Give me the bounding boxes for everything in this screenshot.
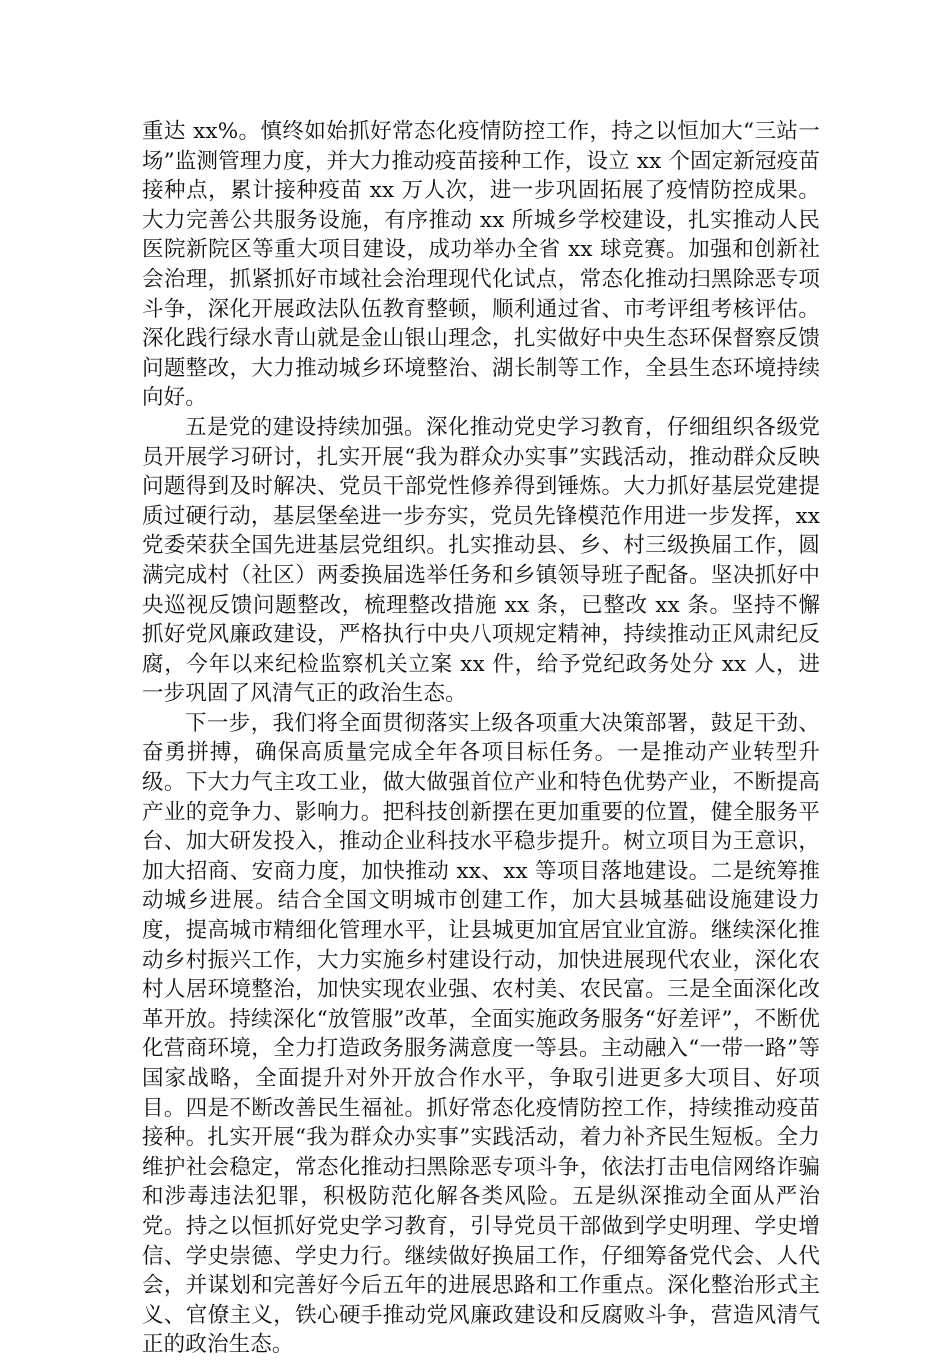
- paragraph-next-steps: 下一步，我们将全面贯彻落实上级各项重大决策部署，鼓足干劲、奋勇拼搏，确保高质量完成全年各项目标任务。一是推动产业转型升级。下大力气主攻工业，做大做强首位产业和特色优势产业，不断提高产业的竞争力、影响力。把科技创新摆在更加重要的位置，健全服务平台、加大研发投入，推动企业科技水平稳步提升。树立项目为王意识，加大招商、安商力度，加快推动 xx、xx 等项目落地建设。二是统筹推动城乡进展。结合全国文明城市创建工作，加大县城基础设施建设力度，提高城市精细化管理水平，让县城更加宜居宜业宜游。继续深化推动乡村振兴工作，大力实施乡村建设行动，加快进展现代农业，深化农村人居环境整治，加快实现农业强、农村美、农民富。三是全面深化改革开放。持续深化“放管服”改革，全面实施政务服务“好差评”，不断优化营商环境，全力打造政务服务满意度一等县。主动融入“一带一路”等国家战略，全面提升对外开放合作水平，争取引进更多大项目、好项目。四是不断改善民生福祉。抓好常态化疫情防控工作，持续推动疫苗接种。扎实开展“我为群众办实事”实践活动，着力补齐民生短板。全力维护社会稳定，常态化推动扫黑除恶专项斗争，依法打击电信网络诈骗和涉毒违法犯罪，积极防范化解各类风险。五是纵深推动全面从严治党。持之以恒抓好党史学习教育，引导党员干部做到学史明理、学史增信、学史崇德、学史力行。继续做好换届工作，仔细筹备党代会、人代会，并谋划和完善好今后五年的进展思路和工作重点。深化整治形式主义、官僚主义，铁心硬手推动党风廉政建设和反腐败斗争，营造风清气正的政治生态。: [142, 710, 820, 1358]
- paragraph-continued: 重达 xx%。慎终如始抓好常态化疫情防控工作，持之以恒加大“三站一场”监测管理力度，并大力推动疫苗接种工作，设立 xx 个固定新冠疫苗接种点，累计接种疫苗 xx 万人次，进一步巩固拓展了疫情防控成果。大力完善公共服务设施，有序推动 xx 所城乡学校建设，扎实推动人民医院新院区等重大项目建设，成功举办全省 xx 球竞赛。加强和创新社会治理，抓紧抓好市域社会治理现代化试点，常态化推动扫黑除恶专项斗争，深化开展政法队伍教育整顿，顺利通过省、市考评组考核评估。深化践行绿水青山就是金山银山理念，扎实做好中央生态环保督察反馈问题整改，大力推动城乡环境整治、湖长制等工作，全县生态环境持续向好。: [142, 119, 820, 411]
- paragraph-party-building: 五是党的建设持续加强。深化推动党史学习教育，仔细组织各级党员开展学习研讨，扎实开展“我为群众办实事”实践活动，推动群众反映问题得到及时解决、党员干部党性修养得到锤炼。大力抓好基层党建提质过硬行动，基层堡垒进一步夯实，党员先锋模范作用进一步发挥，xx 党委荣获全国先进基层党组织。扎实推动县、乡、村三级换届工作，圆满完成村（社区）两委换届选举任务和乡镇领导班子配备。坚决抓好中央巡视反馈问题整改，梳理整改措施 xx 条，已整改 xx 条。坚持不懈抓好党风廉政建设，严格执行中央八项规定精神，持续推动正风肃纪反腐，今年以来纪检监察机关立案 xx 件，给予党纪政务处分 xx 人，进一步巩固了风清气正的政治生态。: [142, 414, 820, 707]
- document-body: [142, 117, 820, 1360]
